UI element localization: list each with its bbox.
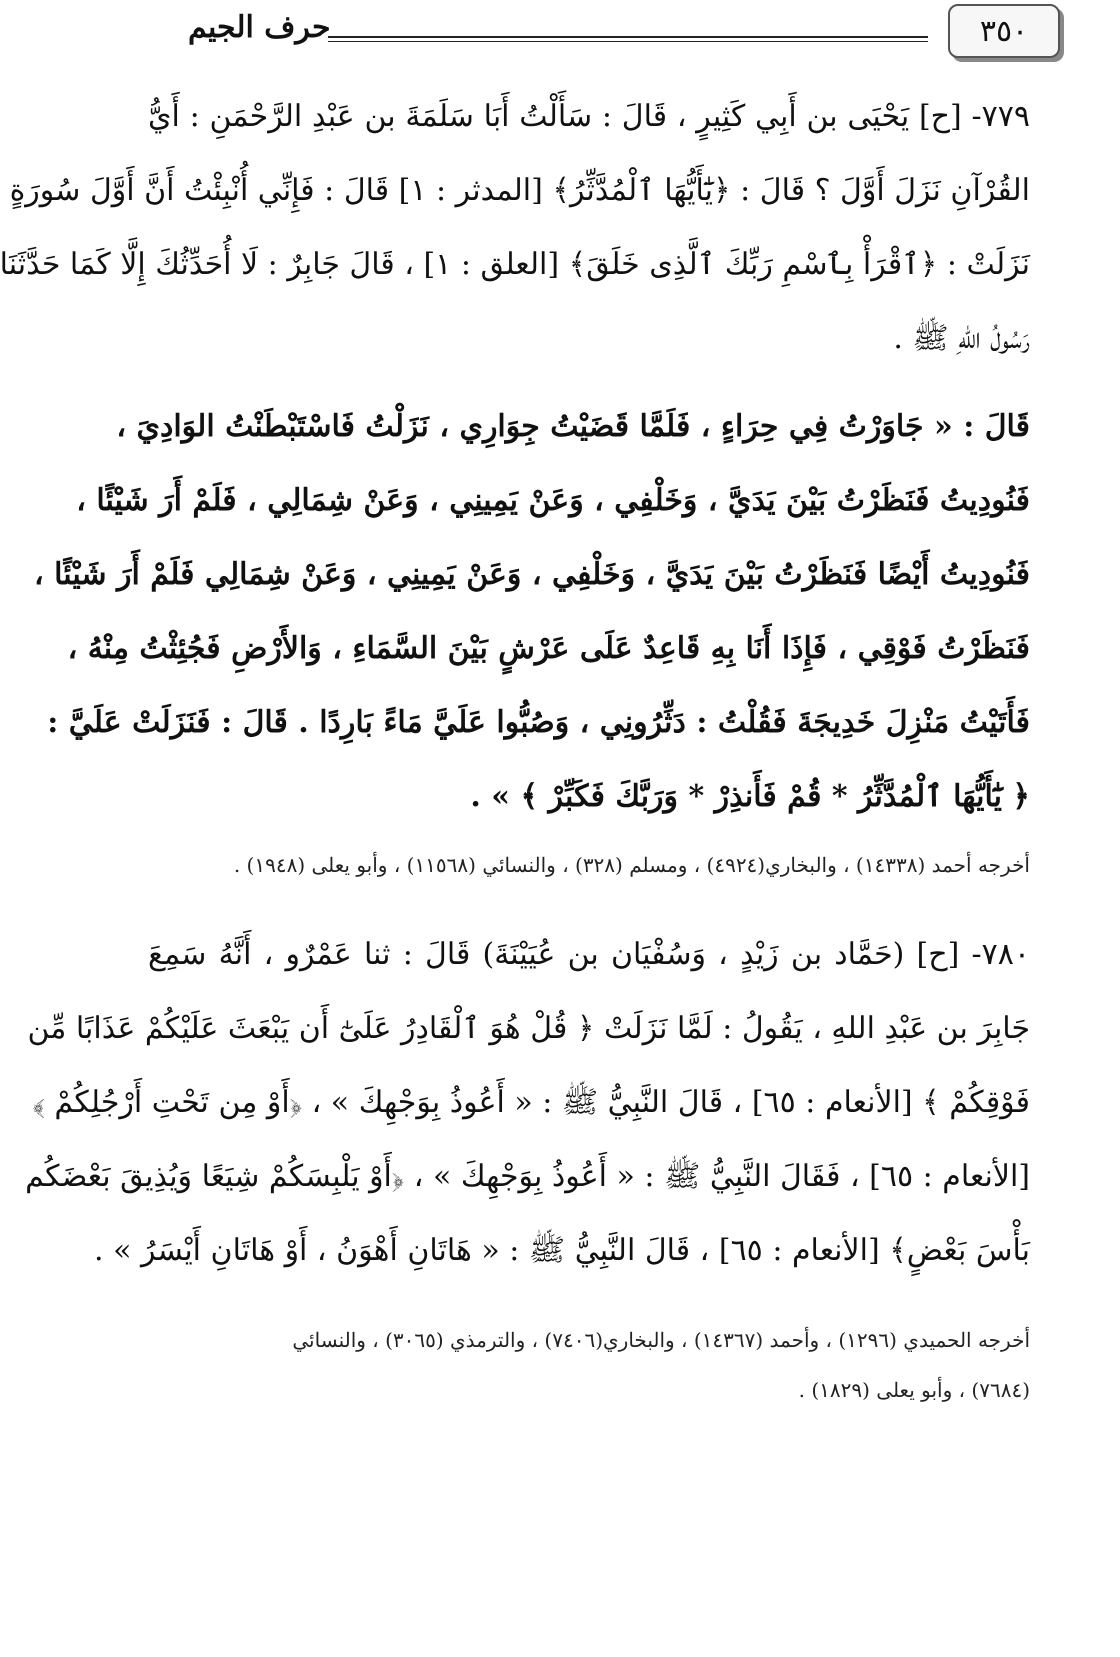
text-line: ﴿ يَٰٓأَيُّهَا ٱلْمُدَّثِّرُ * قُمْ فَأَنذِرْ * وَرَبَّكَ فَكَبِّرْ ﴾ » .	[470, 779, 1030, 814]
section-title: حرف الجيم	[188, 10, 331, 45]
page-number: ٣٥٠	[948, 4, 1060, 58]
text-line: قَالَ : « جَاوَرْتُ فِي حِرَاءٍ ، فَلَمَّا قَضَيْتُ جِوَارِي ، نَزَلْتُ فَاسْتَبْطَنْتُ الوَادِيَ ،	[116, 409, 1030, 444]
text-line: بَأْسَ بَعْضٍ﴾ [الأنعام : ٦٥] ، قَالَ النَّبِيُّ ﷺ : « هَاتَانِ أَهْوَنُ ، أَوْ هَاتَانِ أَيْسَرُ » .	[94, 1233, 1030, 1268]
footnote-line: أخرجه الحميدي (١٢٩٦) ، وأحمد (١٤٣٦٧) ، والبخاري(٧٤٠٦) ، والترمذي (٣٠٦٥) ، والنسائي	[292, 1328, 1030, 1352]
footnote-780	[148, 1315, 1030, 1415]
hadith-780	[25, 918, 1030, 1288]
text-line: القُرْآنِ نَزَلَ أَوَّلَ ؟ قَالَ : ﴿يَٰٓأَيُّهَا ٱلْمُدَّثِّرُ﴾ [المدثر : ١] قَالَ : فَإِنِّي أُنْبِئْتُ أَنَّ أَوَّلَ سُورَةٍ	[9, 173, 1030, 208]
text-line: جَابِرَ بن عَبْدِ اللهِ ، يَقُولُ : لَمَّا نَزَلَتْ ﴿ قُلْ هُوَ ٱلْقَادِرُ عَلَىٰٓ أَن يَبْعَثَ عَلَيْكُمْ عَذَابًا مِّن	[27, 1011, 1030, 1046]
narration-779	[34, 390, 1030, 834]
header-rule-thin	[328, 41, 928, 42]
footnote-line: (٧٦٨٤) ، وأبو يعلى (١٨٢٩) .	[798, 1378, 1030, 1402]
footnote-line: أخرجه أحمد (١٤٣٣٨) ، والبخاري(٤٩٢٤) ، ومسلم (٣٢٨) ، والنسائي (١١٥٦٨) ، وأبو يعلى (١٩٤٨) .	[233, 853, 1030, 877]
text-line: فَنُودِيتُ فَنَظَرْتُ بَيْنَ يَدَيَّ ، وَخَلْفِي ، وَعَنْ يَمِينِي ، وَعَنْ شِمَالِي ، فَلَمْ أَرَ شَيْئًا ،	[76, 483, 1030, 518]
text-line: فَنُودِيتُ أَيْضًا فَنَظَرْتُ بَيْنَ يَدَيَّ ، وَخَلْفِي ، وَعَنْ يَمِينِي ، وَعَنْ شِمَالِي فَلَمْ أَرَ شَيْئًا ،	[34, 557, 1030, 592]
page-header	[148, 0, 1083, 80]
text-line: رَسُولُ اللهِ ﷺ .	[893, 321, 1030, 356]
text-line: فَوْقِكُمْ ﴾ [الأنعام : ٦٥] ، قَالَ النَّبِيُّ ﷺ : « أَعُوذُ بِوَجْهِكَ » ، ﴿أَوْ مِن تَحْتِ أَرْجُلِكُمْ ﴾	[32, 1085, 1030, 1120]
footnote-779	[148, 840, 1030, 890]
hadith-779	[0, 80, 1030, 376]
text-line: ٧٨٠- [ح] (حَمَّاد بن زَيْدٍ ، وَسُفْيَان بن عُيَيْنَةَ) قَالَ : ثنا عَمْرٌو ، أَنَّهُ سَمِعَ	[148, 937, 1030, 972]
text-line: فَنَظَرْتُ فَوْقِي ، فَإِذَا أَنَا بِهِ قَاعِدٌ عَلَى عَرْشٍ بَيْنَ السَّمَاءِ ، وَالأَرْضِ فَجُئِثْتُ مِنْهُ ،	[67, 631, 1030, 666]
text-line: [الأنعام : ٦٥] ، فَقَالَ النَّبِيُّ ﷺ : « أَعُوذُ بِوَجْهِكَ » ، ﴿أَوْ يَلْبِسَكُمْ شِيَعًا وَيُذِيقَ بَعْضَكُم	[25, 1159, 1030, 1194]
text-line: نَزَلَتْ : ﴿ٱقْرَأْ بِٱسْمِ رَبِّكَ ٱلَّذِى خَلَقَ﴾ [العلق : ١] ، قَالَ جَابِرٌ : لَا أُحَدِّثُكَ إِلَّا كَمَا حَدَّثَنَا	[0, 247, 1030, 282]
text-line: فَأَتَيْتُ مَنْزِلَ خَدِيجَةَ فَقُلْتُ : دَثِّرُونِي ، وَصُبُّوا عَلَيَّ مَاءً بَارِدًا . قَالَ : فَنَزَلَتْ عَلَيَّ :	[47, 705, 1030, 740]
text-line: ٧٧٩- [ح] يَحْيَى بن أَبِي كَثِيرٍ ، قَالَ : سَأَلْتُ أَبَا سَلَمَةَ بن عَبْدِ الرَّحْمَنِ : أَيُّ	[148, 99, 1030, 134]
header-rule	[328, 36, 928, 38]
